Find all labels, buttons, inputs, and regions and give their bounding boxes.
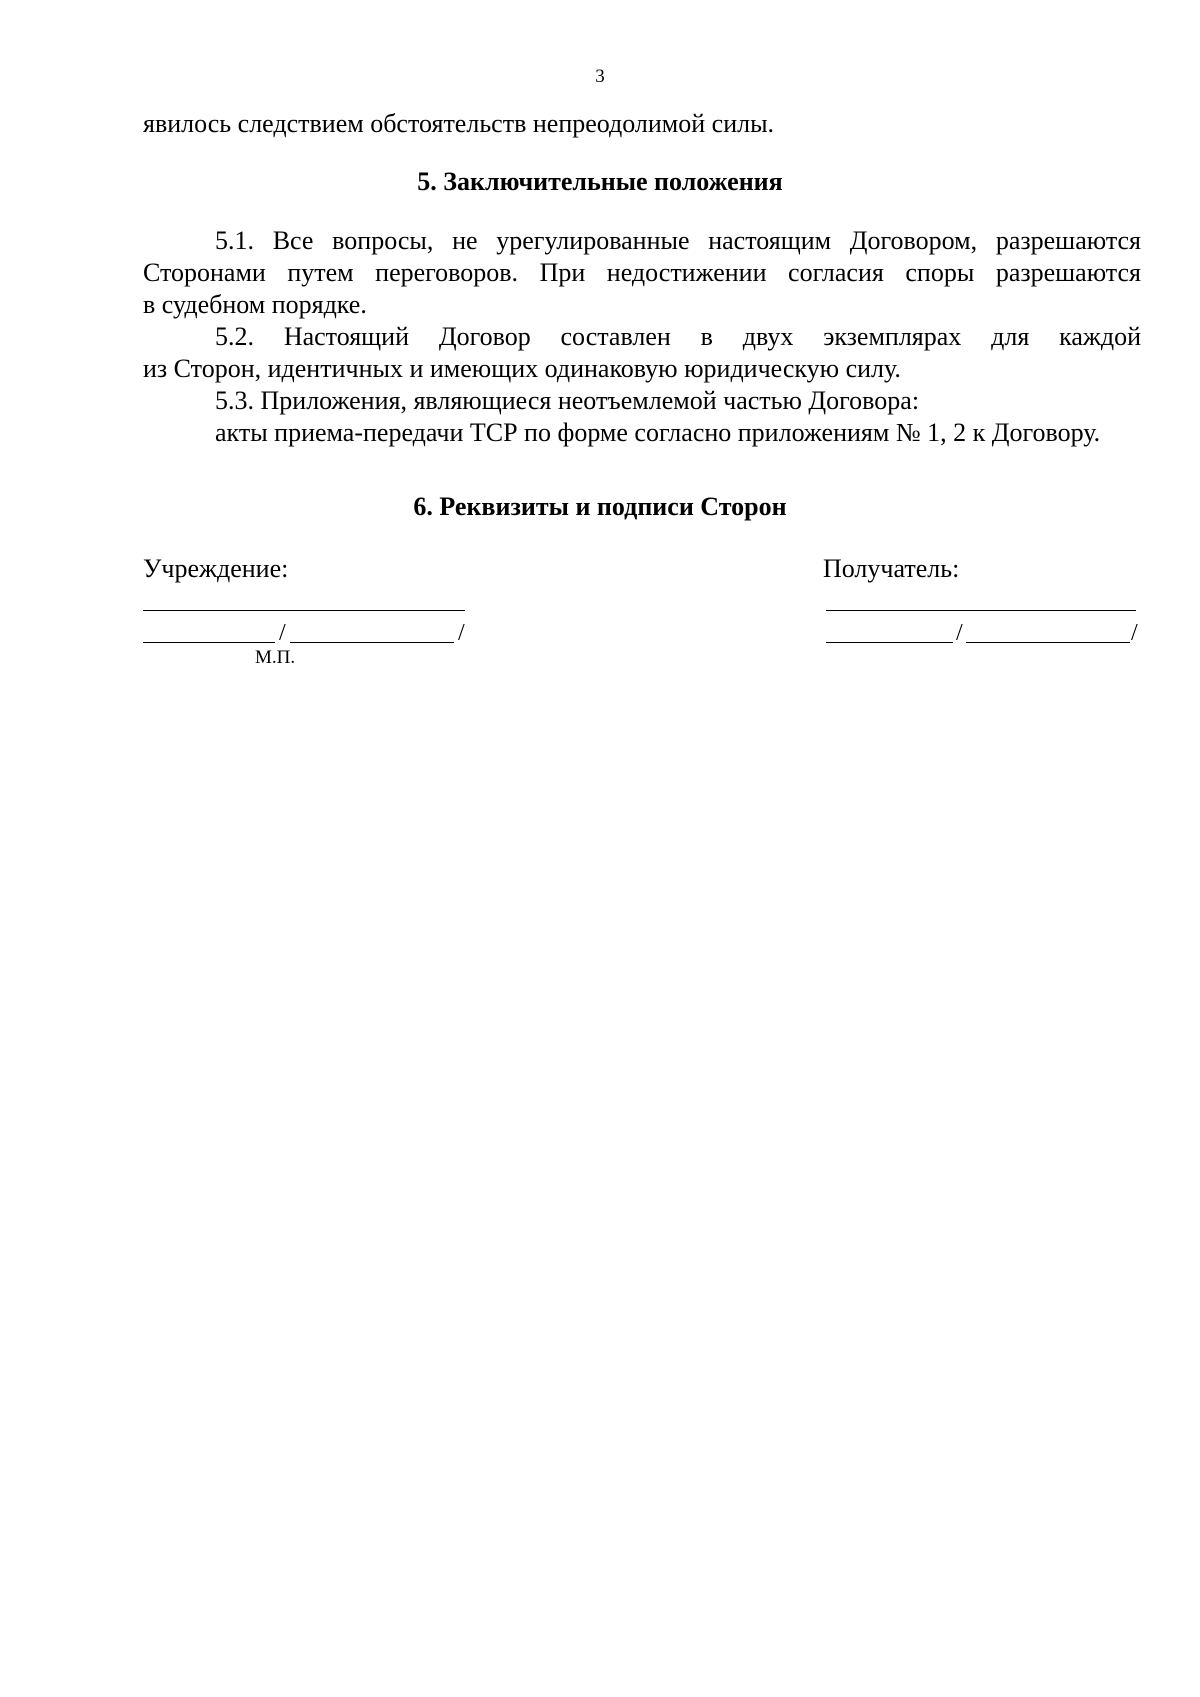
clause-5-1-line-3: в судебном порядке.	[143, 290, 367, 319]
recipient-slash-1: /	[956, 620, 963, 646]
institution-name-line	[143, 610, 465, 611]
institution-signature-line	[143, 642, 275, 643]
clause-5-2-line-2: из Сторон, идентичных и имеющих одинаковую юридическую силу.	[143, 354, 901, 383]
recipient-full-name-line	[966, 642, 1130, 643]
clause-5-1-line-2: Сторонами путем переговоров. При недостижении согласия споры разрешаются	[143, 258, 1141, 287]
institution-full-name-line	[290, 642, 454, 643]
institution-slash-2: /	[458, 620, 465, 646]
section-5-heading: 5. Заключительные положения	[417, 167, 783, 196]
recipient-label: Получатель:	[823, 554, 960, 583]
institution-label: Учреждение:	[143, 554, 289, 583]
institution-slash-1: /	[279, 620, 286, 646]
section-5-body	[143, 225, 1141, 449]
page-number: 3	[595, 66, 605, 87]
continuation-text: явилось следствием обстоятельств непреодолимой силы.	[143, 109, 775, 138]
clause-5-2-line-1: 5.2. Настоящий Договор составлен в двух экземплярах для каждой	[215, 322, 1141, 351]
recipient-signature-line	[826, 642, 953, 643]
stamp-place-label: М.П.	[255, 647, 296, 668]
clause-5-3-line-1: 5.3. Приложения, являющиеся неотъемлемой частью Договора:	[215, 386, 920, 415]
section-6-heading: 6. Реквизиты и подписи Сторон	[413, 492, 787, 521]
recipient-slash-2: /	[1131, 620, 1138, 646]
recipient-name-line	[826, 610, 1136, 611]
continuation-paragraph	[143, 108, 1141, 140]
clause-5-1-line-1: 5.1. Все вопросы, не урегулированные настоящим Договором, разрешаются	[215, 226, 1141, 255]
clause-5-3-line-2: акты приема-передачи ТСР по форме согласно приложениям № 1, 2 к Договору.	[215, 418, 1101, 447]
